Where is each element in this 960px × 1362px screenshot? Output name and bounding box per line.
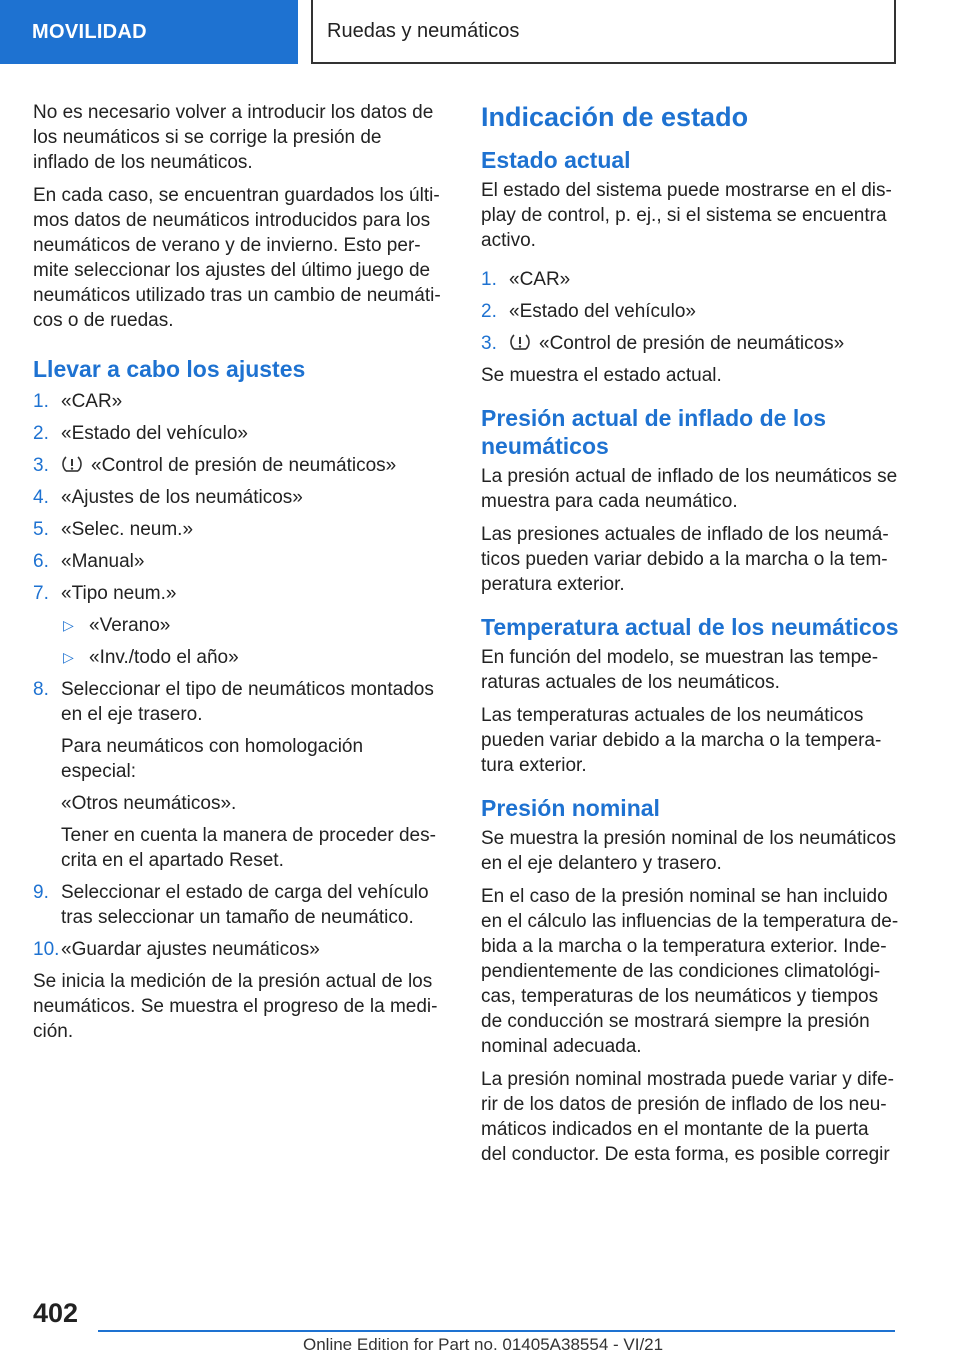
step-number: 10. — [33, 939, 60, 960]
tire-type-list — [61, 613, 441, 670]
step-number: 4. — [33, 487, 49, 508]
right-column — [481, 100, 899, 1175]
footer-divider — [98, 1330, 895, 1332]
section-heading: Presión nominal — [481, 795, 660, 821]
paragraph: Las temperaturas actuales de los neumáticos pueden variar debido a la marcha o la tempera-tura exterior. — [481, 705, 882, 776]
list-item — [481, 267, 899, 292]
page-number: 402 — [33, 1298, 79, 1328]
section-title: MOVILIDAD — [32, 20, 147, 43]
paragraph: Se muestra la presión nominal de los neumáticos en el eje delantero y trasero. — [481, 828, 897, 874]
section-heading: Estado actual — [481, 147, 631, 173]
step-subtext: «Otros neumáticos». — [61, 793, 237, 814]
page-title: Indicación de estado — [481, 102, 749, 132]
list-item — [33, 581, 441, 670]
list-item — [481, 299, 899, 324]
step-number: 1. — [33, 391, 49, 412]
triangle-bullet-icon: ▷ — [63, 649, 74, 665]
step-text: «CAR» — [509, 269, 571, 290]
step-text: «Selec. neum.» — [61, 519, 194, 540]
list-item — [33, 517, 441, 542]
list-item — [33, 937, 441, 962]
paragraph: Se muestra el estado actual. — [481, 365, 722, 386]
chapter-header — [311, 0, 896, 64]
triangle-bullet-icon: ▷ — [63, 617, 74, 633]
step-text: «Control de presión de neumáticos» — [91, 455, 397, 476]
option-text: «Inv./todo el año» — [89, 647, 239, 668]
step-text: «Estado del vehículo» — [509, 301, 696, 322]
left-column — [33, 100, 441, 1052]
paragraph: No es necesario volver a introducir los datos de los neumáticos si se corrige la presión de inflado de los neumáticos. — [33, 102, 434, 173]
step-number: 8. — [33, 679, 49, 700]
step-subtext: Tener en cuenta la manera de proceder des-crita en el apartado Reset. — [61, 825, 436, 871]
paragraph: En función del modelo, se muestran las tempe-raturas actuales de los neumáticos. — [481, 647, 879, 693]
section-tab — [0, 0, 298, 64]
step-number: 6. — [33, 551, 49, 572]
paragraph: En cada caso, se encuentran guardados los últi-mos datos de neumáticos introducidos para los neumáticos de verano y de invierno. Esto per-mite seleccionar los ajustes del último juego de neumáticos utilizado tras un cambio de neumáti-cos o de ruedas. — [33, 185, 441, 331]
list-item — [33, 880, 441, 930]
list-item — [33, 453, 441, 478]
list-item — [33, 549, 441, 574]
step-number: 9. — [33, 882, 49, 903]
step-number: 1. — [481, 269, 497, 290]
option-text: «Verano» — [89, 615, 171, 636]
list-item — [33, 677, 441, 873]
chapter-title: Ruedas y neumáticos — [327, 19, 520, 42]
list-item — [33, 485, 441, 510]
list-item — [61, 645, 441, 670]
step-number: 2. — [33, 423, 49, 444]
tire-pressure-warning-icon — [61, 454, 83, 474]
list-item — [33, 421, 441, 446]
step-number: 3. — [481, 333, 497, 354]
paragraph: La presión actual de inflado de los neumáticos se muestra para cada neumático. — [481, 466, 898, 512]
step-text: Seleccionar el estado de carga del vehículo tras seleccionar un tamaño de neumático. — [61, 882, 429, 928]
section-heading: Presión actual de inflado de los neumáticos — [481, 405, 827, 459]
paragraph: La presión nominal mostrada puede variar y dife-rir de los datos de presión de inflado de los neu-máticos indicados en el montante de la puerta del conductor. De esta forma, es posible corregir — [481, 1069, 894, 1165]
section-heading: Llevar a cabo los ajustes — [33, 356, 306, 382]
step-text: Seleccionar el tipo de neumáticos montados en el eje trasero. — [61, 679, 434, 725]
step-text: «Ajustes de los neumáticos» — [61, 487, 303, 508]
paragraph: En el caso de la presión nominal se han incluido en el cálculo las influencias de la temperatura de-bida a la marcha o la temperatura exterior. Inde-pendientemente de las condiciones climatológi-cas, temperaturas de los neumáticos y tiempos de conducción se mostrará siempre la presión nominal adecuada. — [481, 886, 899, 1057]
list-item — [33, 389, 441, 414]
paragraph: Se inicia la medición de la presión actual de los neumáticos. Se muestra el progreso de la medi-ción. — [33, 971, 438, 1042]
step-text: «Tipo neum.» — [61, 583, 177, 604]
step-text: «Manual» — [61, 551, 145, 572]
step-text: «Guardar ajustes neumáticos» — [61, 939, 320, 960]
section-heading: Temperatura actual de los neumáticos — [481, 614, 899, 640]
step-number: 7. — [33, 583, 49, 604]
step-text: «Control de presión de neumáticos» — [539, 333, 845, 354]
steps-list — [481, 267, 899, 356]
tire-pressure-warning-icon — [509, 332, 531, 352]
paragraph: Las presiones actuales de inflado de los neumá-ticos pueden variar debido a la marcha o la tem-peratura exterior. — [481, 524, 889, 595]
list-item — [61, 613, 441, 638]
step-number: 3. — [33, 455, 49, 476]
step-subtext: Para neumáticos con homologación especial: — [61, 736, 364, 782]
list-item — [481, 331, 899, 356]
steps-list — [33, 389, 441, 962]
step-text: «CAR» — [61, 391, 123, 412]
step-number: 5. — [33, 519, 49, 540]
step-text: «Estado del vehículo» — [61, 423, 248, 444]
paragraph: El estado del sistema puede mostrarse en el dis-play de control, p. ej., si el sistema se encuentra activo. — [481, 180, 892, 251]
step-number: 2. — [481, 301, 497, 322]
edition-note: Online Edition for Part no. 01405A38554 - VI/21 — [303, 1335, 664, 1354]
